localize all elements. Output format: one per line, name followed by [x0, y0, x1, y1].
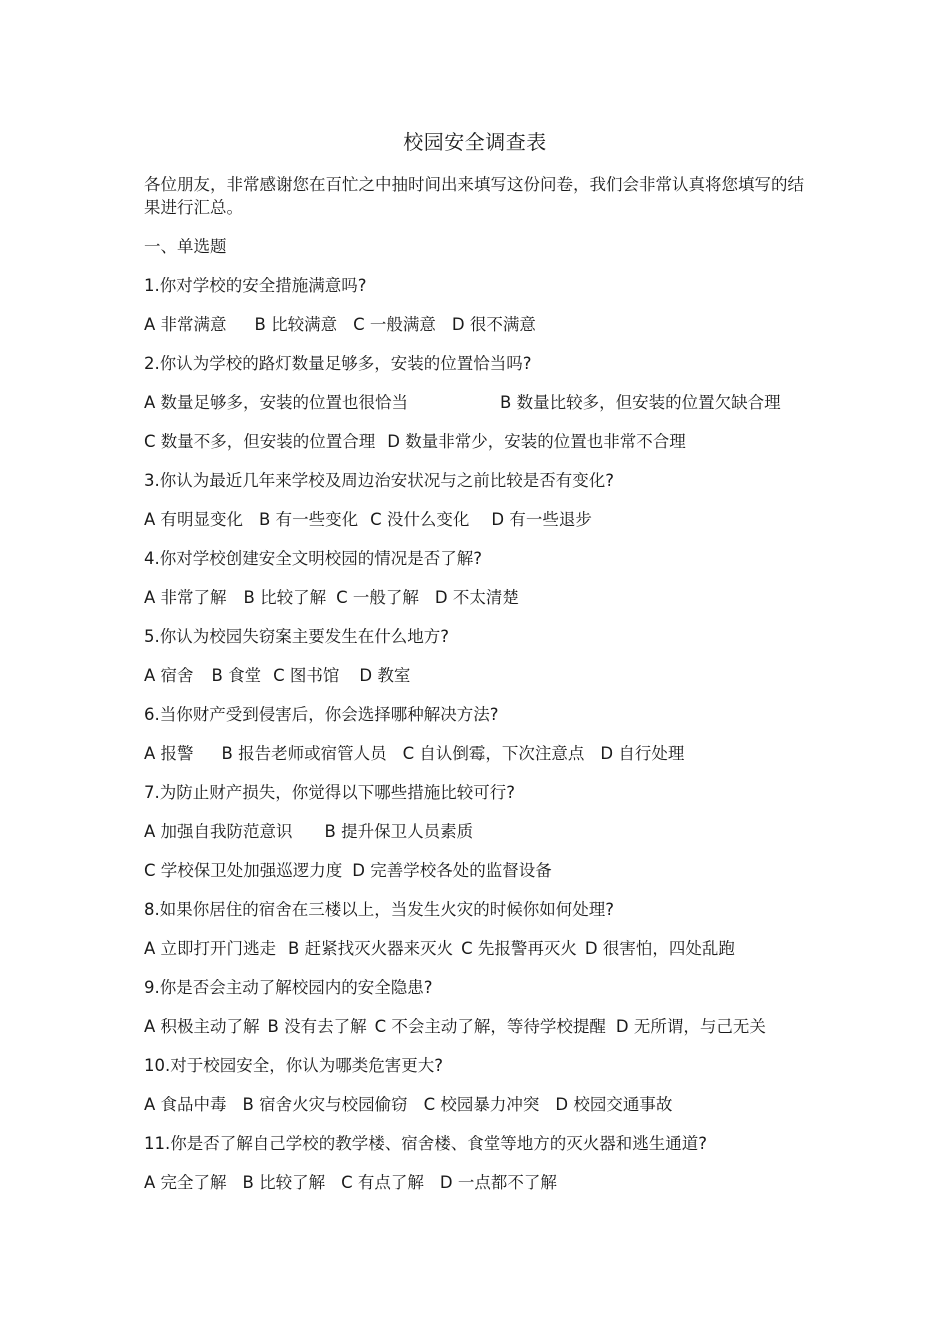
intro-paragraph: 各位朋友，非常感谢您在百忙之中抽时间出来填写这份问卷，我们会非常认真将您填写的结果进行汇总。: [144, 175, 804, 217]
option-b: B 食堂: [211, 666, 262, 685]
question-text: 4.你对学校创建安全文明校园的情况是否了解?: [144, 549, 483, 568]
question-text: 5.你认为校园失窃案主要发生在什么地方?: [144, 627, 450, 646]
question-text: 11.你是否了解自己学校的教学楼、宿舍楼、食堂等地方的灭火器和逃生通道?: [144, 1134, 707, 1153]
option-c: C 自认倒霉，下次注意点: [402, 744, 585, 763]
option-d: D 不太清楚: [434, 588, 519, 607]
option-c: C 有点了解: [341, 1173, 424, 1192]
option-c: C 数量不多，但安装的位置合理: [144, 432, 376, 451]
options-row: [144, 821, 473, 843]
question-text: 9.你是否会主动了解校园内的安全隐患?: [144, 978, 433, 997]
option-b: B 有一些变化: [259, 510, 359, 529]
option-d: D 自行处理: [600, 744, 685, 763]
option-d: D 有一些退步: [491, 510, 592, 529]
question-text: 7.为防止财产损失，你觉得以下哪些措施比较可行?: [144, 783, 516, 802]
options-row: [144, 314, 536, 336]
options-row: [144, 1016, 766, 1038]
options-row: [144, 1172, 557, 1194]
option-b: B 数量比较多，但安装的位置欠缺合理: [500, 393, 781, 412]
option-a: A 食品中毒: [144, 1095, 227, 1114]
option-d: D 数量非常少，安装的位置也非常不合理: [387, 432, 686, 451]
option-b: B 提升保卫人员素质: [324, 822, 474, 841]
question-text: 8.如果你居住的宿舍在三楼以上，当发生火灾的时候你如何处理?: [144, 900, 615, 919]
option-a: A 有明显变化: [144, 510, 244, 529]
question-text: 2.你认为学校的路灯数量足够多，安装的位置恰当吗?: [144, 354, 532, 373]
option-a: A 立即打开门逃走: [144, 939, 277, 958]
option-b: B 比较了解: [242, 1173, 326, 1192]
option-c: C 不会主动了解，等待学校提醒: [374, 1017, 606, 1036]
option-a: A 完全了解: [144, 1173, 227, 1192]
options-row: [144, 743, 684, 765]
options-row: [144, 860, 552, 882]
option-c: C 一般满意: [353, 315, 436, 334]
options-row: [144, 1094, 672, 1116]
option-b: B 宿舍火灾与校园偷窃: [242, 1095, 408, 1114]
option-d: D 完善学校各处的监督设备: [352, 861, 552, 880]
option-b: B 比较满意: [254, 315, 338, 334]
options-row: [144, 587, 519, 609]
page-title: 校园安全调查表: [403, 130, 547, 154]
option-d: D 校园交通事故: [555, 1095, 673, 1114]
question-text: 10.对于校园安全，你认为哪类危害更大?: [144, 1056, 443, 1075]
options-row: [144, 938, 735, 960]
options-row: [144, 392, 781, 414]
option-a: A 积极主动了解: [144, 1017, 260, 1036]
option-c: C 校园暴力冲突: [423, 1095, 540, 1114]
option-c: C 学校保卫处加强巡逻力度: [144, 861, 343, 880]
question-text: 1.你对学校的安全措施满意吗?: [144, 276, 367, 295]
option-a: A 非常了解: [144, 588, 227, 607]
option-c: C 一般了解: [336, 588, 419, 607]
option-b: B 没有去了解: [267, 1017, 367, 1036]
option-d: D 无所谓，与己无关: [615, 1017, 766, 1036]
option-d: D 一点都不了解: [439, 1173, 557, 1192]
question-text: 3.你认为最近几年来学校及周边治安状况与之前比较是否有变化?: [144, 471, 615, 490]
option-a: A 非常满意: [144, 315, 227, 334]
option-b: B 报告老师或宿管人员: [221, 744, 387, 763]
option-b: B 赶紧找灭火器来灭火: [288, 939, 454, 958]
options-row: [144, 509, 592, 531]
option-a: A 数量足够多，安装的位置也很恰当: [144, 393, 409, 412]
option-b: B 比较了解: [243, 588, 327, 607]
option-d: D 很害怕，四处乱跑: [584, 939, 735, 958]
option-c: C 图书馆: [273, 666, 340, 685]
option-c: C 没什么变化: [370, 510, 470, 529]
options-row: [144, 431, 686, 453]
option-a: A 报警: [144, 744, 194, 763]
option-a: A 加强自我防范意识: [144, 822, 293, 841]
option-d: D 很不满意: [451, 315, 536, 334]
section-heading: 一、单选题: [144, 237, 227, 256]
question-text: 6.当你财产受到侵害后，你会选择哪种解决方法?: [144, 705, 499, 724]
option-d: D 教室: [359, 666, 411, 685]
option-a: A 宿舍: [144, 666, 194, 685]
option-c: C 先报警再灭火: [461, 939, 577, 958]
options-row: [144, 665, 410, 687]
